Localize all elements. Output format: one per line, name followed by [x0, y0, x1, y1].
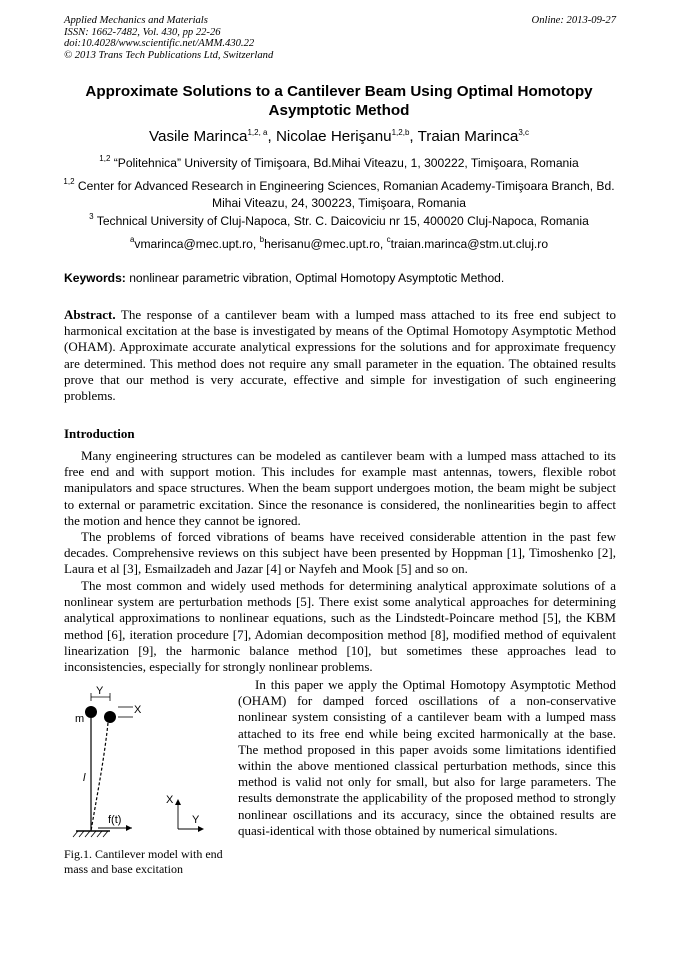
label-force: f(t) [108, 814, 122, 826]
author-name: Vasile Marinca [149, 128, 248, 145]
mass-initial [85, 706, 97, 718]
journal-issn: ISSN: 1662-7482, Vol. 430, pp 22-26 [64, 26, 221, 38]
label-mass: m [75, 713, 85, 725]
online-date: Online: 2013-09-27 [531, 15, 616, 26]
author-list: Vasile Marinca$^{1,2, a}$, Nicolae Herişanu$^{1,2,b}$, Traian Marinca$^{3,c}$ [149, 128, 529, 145]
abstract-label: Abstract. [64, 307, 116, 322]
figure-caption: Fig.1. Cantilever model with end mass and base excitation [64, 847, 223, 876]
axis-y-arrow-head [198, 826, 204, 832]
paper-title: Approximate Solutions to a Cantilever Beam Using Optimal Homotopy Asymptotic Method [85, 83, 593, 119]
author-name: Traian Marinca [417, 128, 519, 145]
abstract [64, 307, 616, 404]
keywords-text: nonlinear parametric vibration, Optimal Homotopy Asymptotic Method. [125, 271, 505, 285]
journal-copyright: © 2013 Trans Tech Publications Ltd, Switzerland [64, 49, 274, 61]
label-y-top: Y [96, 685, 104, 697]
email-link[interactable]: vmarinca@mec.upt.ro, [134, 237, 260, 251]
author-affiliation-marker: 1,2, a [247, 128, 268, 137]
label-x-top: X [134, 704, 142, 716]
journal-doi: doi:10.4028/www.scientific.net/AMM.430.22 [64, 38, 255, 50]
paragraph: In this paper we apply the Optimal Homotopy Asymptotic Method (OHAM) for damped forced oscillations of a non-conservative nonlinear system consisting of a cantilever beam with a lumped mass attached to its free end while being excited harmonically at the base. The method proposed in this paper avoids some limitations identified within the above mentioned classical perturbation methods, since this method is valid not only for small, but also for large parameters. The results demonstrate the applicability of the proposed method to strongly nonlinear oscillations and its accuracy, since the obtained results are quasi-identical with those obtained by numerical simulations. [238, 677, 616, 838]
abstract-text: The response of a cantilever beam with a lumped mass attached to its free end subject to harmonical excitation at the base is investigated by means of the Optimal Homotopy Asymptotic Method (OHAM). Approximate accurate analytical expressions for the solutions and for approximate frequency are determined. This method does not require any small parameter in the equation. The obtained results prove that our method is very accurate, effective and simple for investigation of such engineering problems. [64, 307, 616, 404]
keywords-label: Keywords: [64, 271, 126, 285]
label-axis-y: Y [192, 814, 200, 826]
affiliation-2: $^{1,2}$ Center for Advanced Research in Engineering Sciences, Romanian Academy-Timişoara Branch, Bd. Mihai Viteazu, 24, 300223, Timişoara, Romania [63, 177, 615, 210]
affiliation-3: $^3$ Technical University of Cluj-Napoca, Str. C. Daicoviciu nr 15, 400020 Cluj-Napoca, Romania [89, 212, 589, 228]
label-axis-x: X [166, 794, 174, 806]
ground-hatching [73, 831, 108, 837]
paragraph: The problems of forced vibrations of beams have received considerable attention in the past few decades. Comprehensive reviews on this subject have been presented by Hoppman [1], Timoshenko [2], Laura et al [3], Esmailzadeh and Jazar [4] or Nayfeh and Mook [5] and so on. [64, 529, 616, 577]
section-heading-introduction: Introduction [64, 426, 135, 441]
paragraph: The most common and widely used methods for determining analytical approximate solutions of a nonlinear system are perturbation methods [5]. There exist some analytical approaches for determining analytical approximations to nonlinear equations, such as the Lindstedt-Poincare method [5], the KBM method [6], iteration procedure [7], Adomian decomposition method [8], modified method of equivalent linearization [9], the harmonic balance method [10], but sometimes these approaches lead to inconsistencies, especially for strongly nonlinear problems. [64, 578, 616, 675]
force-arrow-head [126, 825, 132, 831]
email-link[interactable]: traian.marinca@stm.ut.cluj.ro [390, 237, 549, 251]
journal-header [64, 15, 616, 61]
email-link[interactable]: herisanu@mec.upt.ro, [264, 237, 387, 251]
journal-name: Applied Mechanics and Materials [64, 15, 208, 26]
author-affiliation-marker: 3,c [518, 128, 529, 137]
author-affiliation-marker: 1,2,b [391, 128, 410, 137]
keywords [64, 271, 616, 285]
affiliation-1: $^{1,2}$ “Politehnica” University of Timişoara, Bd.Mihai Viteazu, 1, 300222, Timişoara, Romania [99, 154, 579, 170]
author-name: Nicolae Herişanu [275, 128, 392, 145]
paragraph: Many engineering structures can be modeled as cantilever beam with a lumped mass attached to its free end and with support motion. This includes for example mast antennas, towers, flexible robot manipulators and space structures. When the beam support undergoes motion, the beam might be subject to external or parametric excitation. Since the resonance is considered, the nonlinearities begin to affect the motion and hence they cannot be ignored. [64, 448, 616, 528]
label-length: l [83, 772, 86, 784]
author-emails: $^a$vmarinca@mec.upt.ro, $^b$herisanu@mec.upt.ro, $^c$traian.marinca@stm.ut.cluj.ro [129, 235, 549, 251]
mass-displaced [104, 711, 116, 723]
cantilever-figure [62, 681, 222, 841]
axis-x-arrow-head [175, 799, 181, 805]
beam-deformed [91, 723, 108, 831]
